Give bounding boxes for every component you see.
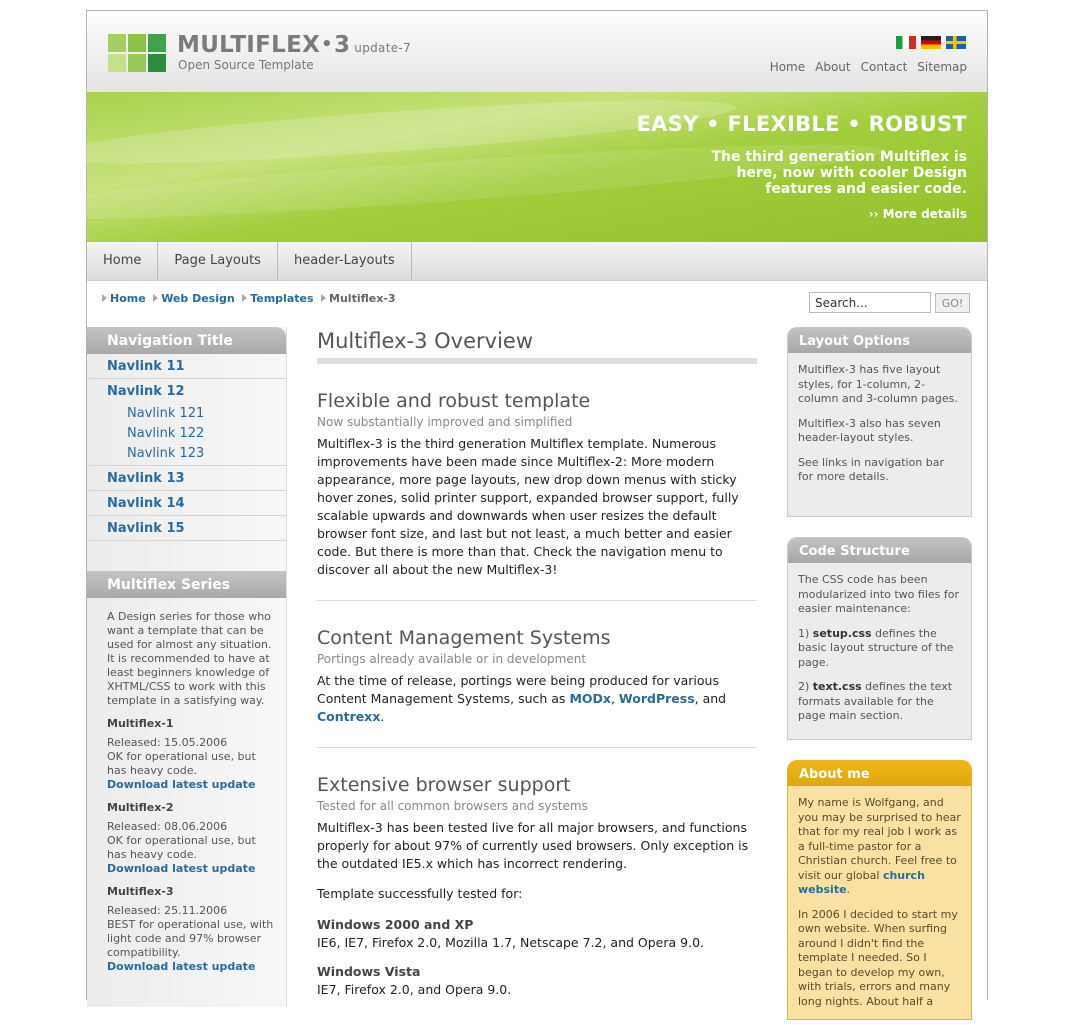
sidebar-item-navlink-15[interactable]: Navlink 15 (87, 516, 286, 541)
section-subtitle: Now substantially improved and simplified (317, 415, 573, 429)
meta-nav (760, 60, 967, 74)
main-nav-home[interactable]: Home (87, 242, 158, 280)
breadcrumb-templates[interactable]: Templates (250, 292, 314, 305)
logo-icon[interactable] (108, 34, 166, 72)
download-update-link[interactable]: Download latest update (107, 778, 256, 791)
site-slogan: Open Source Template (178, 58, 314, 72)
meta-nav-contact[interactable]: Contact (860, 60, 908, 74)
section-subtitle: Portings already available or in development (317, 652, 587, 666)
release-note: OK for operational use, but has heavy code. (107, 834, 256, 861)
language-flags (891, 36, 966, 50)
release-name: Multiflex-2 (107, 801, 174, 814)
sidebar-item-navlink-123[interactable]: Navlink 123 (87, 444, 286, 466)
meta-nav-home[interactable]: Home (769, 60, 806, 74)
sidebar-nav (87, 354, 286, 541)
main-content (317, 327, 757, 999)
breadcrumb-home[interactable]: Home (110, 292, 146, 305)
code-structure-box (787, 537, 972, 740)
site-title[interactable]: MULTIFLEX•3 update-7 (177, 32, 411, 58)
release-name: Multiflex-1 (107, 717, 174, 730)
download-update-link[interactable]: Download latest update (107, 960, 256, 973)
germany-flag-icon[interactable] (921, 36, 941, 49)
main-nav-page-layouts[interactable]: Page Layouts (158, 242, 278, 280)
meta-nav-about[interactable]: About (815, 60, 851, 74)
banner-title: EASY • FLEXIBLE • ROBUST (636, 112, 967, 136)
section-heading: Extensive browser support (317, 774, 571, 796)
main-nav-header-layouts[interactable]: header-Layouts (278, 242, 412, 280)
meta-nav-sitemap[interactable]: Sitemap (917, 60, 967, 74)
sidebar-item-navlink-121[interactable]: Navlink 121 (127, 406, 205, 421)
church-website-link[interactable]: church website (798, 868, 925, 896)
breadcrumb-web-design[interactable]: Web Design (161, 292, 235, 305)
left-sidebar (87, 327, 287, 1007)
nav-title: Navigation Title (87, 327, 286, 354)
box-text: 1) setup.css defines the basic layout structure of the page. (798, 626, 954, 669)
box-text: Multiflex-3 has five layout styles, for 1-column, 2-column and 3-column pages. (798, 363, 958, 405)
release-date: Released: 15.05.2006 (107, 736, 228, 749)
search-input[interactable] (809, 292, 931, 313)
release-note: OK for operational use, but has heavy code. (107, 750, 256, 777)
box-text: My name is Wolfgang, and you may be surprised to hear that for my real job I work as a full-time pastor for a Christian church. Feel free to visit our global church website. (798, 796, 961, 896)
page-title: Multiflex-3 Overview (317, 327, 757, 364)
box-text: Multiflex-3 also has seven header-layout styles. (798, 416, 941, 444)
contrexx-link[interactable]: Contrexx (317, 709, 381, 724)
arrow-right-icon (102, 294, 107, 302)
os-item: Windows 2000 and XP IE6, IE7, Firefox 2.0, Mozilla 1.7, Netscape 7.2, and Opera 9.0. (317, 917, 704, 950)
series-title: Multiflex Series (87, 571, 286, 598)
banner (87, 92, 987, 242)
series-panel (87, 598, 286, 974)
layout-options-box (787, 327, 972, 517)
section-subtitle: Tested for all common browsers and systems (317, 799, 588, 813)
tested-label: Template successfully tested for: (317, 886, 523, 901)
box-text: See links in navigation bar for more details. (798, 455, 945, 483)
sidebar-item-navlink-12[interactable]: Navlink 12 (107, 384, 185, 399)
sidebar-item-navlink-122[interactable]: Navlink 122 (127, 426, 205, 441)
header (87, 11, 987, 92)
about-me-title: About me (788, 761, 971, 786)
italy-flag-icon[interactable] (896, 36, 916, 49)
release-date: Released: 25.11.2006 (107, 904, 228, 917)
modx-link[interactable]: MODx (569, 691, 611, 706)
arrow-right-icon (321, 294, 326, 302)
os-item: Windows Vista IE7, Firefox 2.0, and Opera 9.0. (317, 964, 512, 997)
section-text: At the time of release, portings were being produced for various Content Management Systems, such as MODx, WordPress, and Contrexx. (317, 673, 727, 724)
layout-options-title: Layout Options (788, 328, 971, 353)
sidebar-item-navlink-14[interactable]: Navlink 14 (87, 491, 286, 516)
sidebar-item-navlink-13[interactable]: Navlink 13 (87, 466, 286, 491)
banner-text: The third generation Multiflex is here, now with cooler Design features and easier code. (711, 149, 967, 197)
release-date: Released: 08.06.2006 (107, 820, 228, 833)
series-intro: A Design series for those who want a template that can be used for almost any situation. It is recommended to have at least beginners knowledge of XHTML/CSS to work with this template in a satisfying way. (107, 610, 272, 707)
box-text: In 2006 I decided to start my own website. When surfing around I didn't find the template I needed. So I began to develop my own, with trials, errors and many long nights. About half a (798, 907, 958, 1008)
sweden-flag-icon[interactable] (946, 36, 966, 49)
section-text: Multiflex-3 has been tested live for all major browsers, and functions properly for about 97% of currently used browsers. Only exception is the outdated IE5.x which has incorrect rendering. (317, 820, 749, 871)
search-button[interactable]: GO! (935, 293, 970, 313)
main-nav (87, 242, 987, 281)
section-text: Multiflex-3 is the third generation Multiflex template. Numerous improvements have been made since Multiflex-2: More modern appearance, more page layouts, new drop down menus with sticky hover zones, solid printer support, expanded browser support, fully scalable upwards and downwards when user resizes the default browser font size, and last but not least, a much better and easier code. But there is more than that. Check the navigation menu to discover all about the new Multiflex-3! (317, 436, 739, 577)
release-name: Multiflex-3 (107, 885, 174, 898)
release-note: BEST for operational use, with light code and 97% browser compatibility. (107, 918, 274, 959)
arrow-right-icon (242, 294, 247, 302)
section-heading: Flexible and robust template (317, 390, 591, 412)
version-label: update-7 (354, 41, 411, 55)
divider (317, 600, 757, 601)
about-me-box (787, 760, 972, 1020)
more-details-link[interactable]: ›› More details (868, 207, 967, 221)
code-structure-title: Code Structure (788, 538, 971, 563)
breadcrumb-current: Multiflex-3 (329, 292, 396, 305)
box-text: 2) text.css defines the text formats available for the page main section. (798, 680, 953, 722)
download-update-link[interactable]: Download latest update (107, 862, 256, 875)
breadcrumb (102, 292, 396, 305)
sidebar-item-navlink-11[interactable]: Navlink 11 (87, 354, 286, 379)
page (86, 10, 988, 1008)
divider (317, 747, 757, 748)
section-heading: Content Management Systems (317, 627, 611, 649)
box-text: The CSS code has been modularized into two files for easier maintenance: (798, 573, 960, 615)
wordpress-link[interactable]: WordPress (618, 691, 695, 706)
arrow-right-icon (153, 294, 158, 302)
